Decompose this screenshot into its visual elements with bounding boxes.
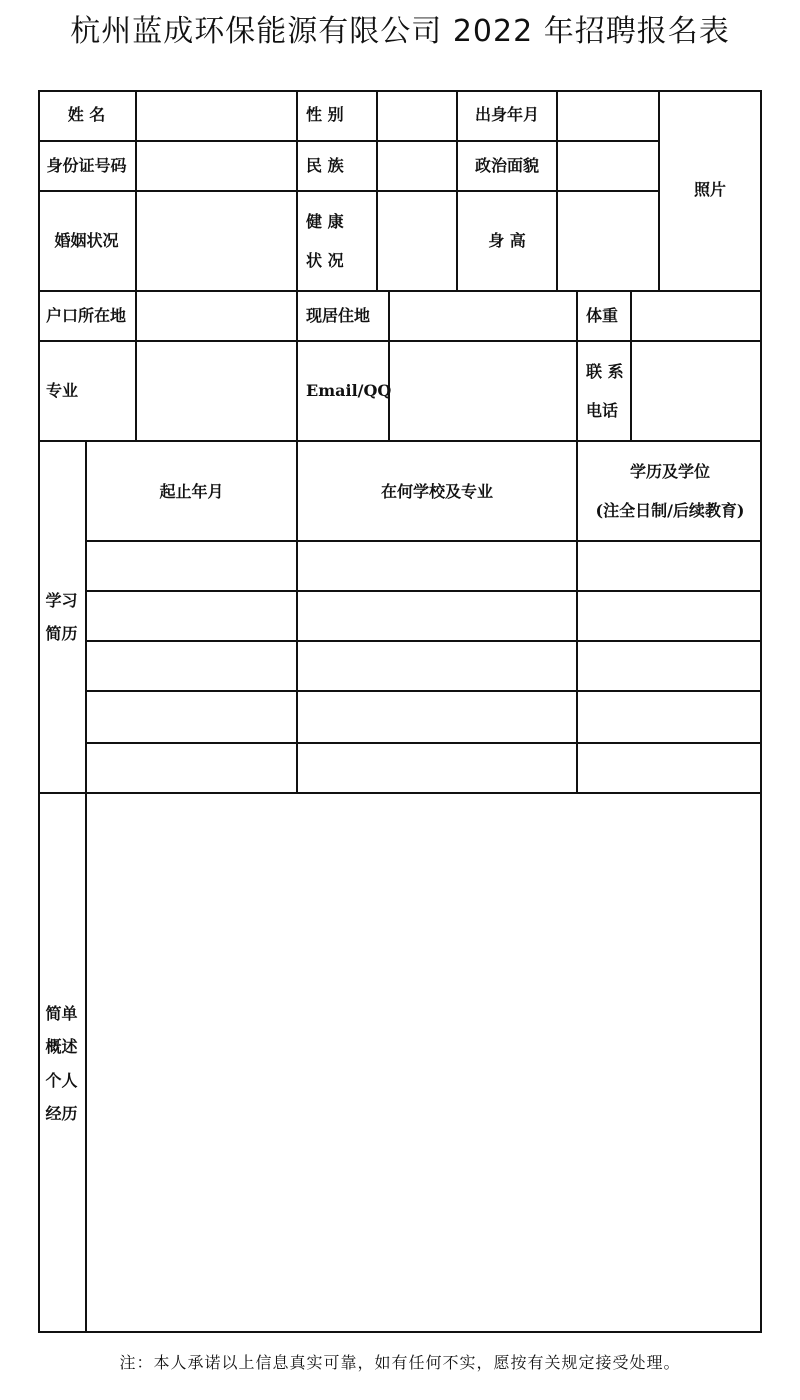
birth-label: 出身年月 [474, 105, 539, 125]
footnote: 注：本人承诺以上信息真实可靠，如有任何不实，愿按有关规定接受处理。 [119, 1353, 681, 1372]
experience-summary-label [38, 794, 85, 1333]
school-major-header: 在何学校及专业 [380, 482, 493, 501]
summary-label-line1: 简单 [45, 1004, 78, 1024]
ethnicity-label: 民 族 [306, 156, 344, 176]
study-history-label [38, 442, 85, 792]
photo-label: 照片 [693, 180, 726, 200]
degree-header-line1: 学历及学位 [629, 461, 710, 481]
row-divider [86, 590, 762, 592]
id-number-label: 身份证号码 [46, 156, 127, 176]
gender-label: 性 别 [306, 105, 344, 125]
degree-header [578, 442, 762, 540]
registration-form [38, 90, 762, 1333]
email-qq-label: Email/QQ [306, 381, 392, 401]
row-divider [38, 792, 762, 794]
major-label: 专业 [46, 381, 79, 401]
col-divider [556, 90, 558, 290]
height-label: 身 高 [488, 231, 526, 251]
row-divider [86, 690, 762, 692]
row-divider [86, 742, 762, 744]
phone-label [578, 342, 630, 440]
political-status-label: 政治面貌 [474, 156, 539, 176]
row-divider [86, 540, 762, 542]
health-status-label [298, 192, 376, 290]
phone-label-line1: 联 系 [586, 361, 624, 381]
name-label: 姓 名 [67, 105, 106, 125]
row-divider [38, 290, 762, 292]
study-label-line2: 简历 [45, 624, 78, 643]
row-divider [86, 640, 762, 642]
residence-label: 现居住地 [306, 306, 371, 326]
col-divider [376, 90, 378, 290]
summary-label-line2: 概述 [45, 1037, 78, 1057]
marital-status-label: 婚姻状况 [54, 231, 119, 251]
health-label-line1: 健 康 [306, 211, 344, 231]
summary-label-line4: 经历 [45, 1103, 78, 1123]
document-title: 杭州蓝成环保能源有限公司 2022 年招聘报名表 [70, 14, 730, 49]
weight-label: 体重 [586, 306, 619, 326]
health-label-line2: 状 况 [306, 251, 344, 270]
hukou-label: 户口所在地 [46, 306, 127, 326]
degree-header-line2: (注全日制/后续教育) [595, 501, 745, 520]
phone-label-line2: 电话 [586, 401, 619, 420]
form-border [38, 90, 762, 1333]
col-divider [85, 440, 87, 1333]
period-header: 起止年月 [159, 482, 224, 501]
study-label-line1: 学习 [45, 590, 78, 610]
row-divider [38, 340, 762, 342]
summary-label-line3: 个人 [45, 1070, 78, 1090]
